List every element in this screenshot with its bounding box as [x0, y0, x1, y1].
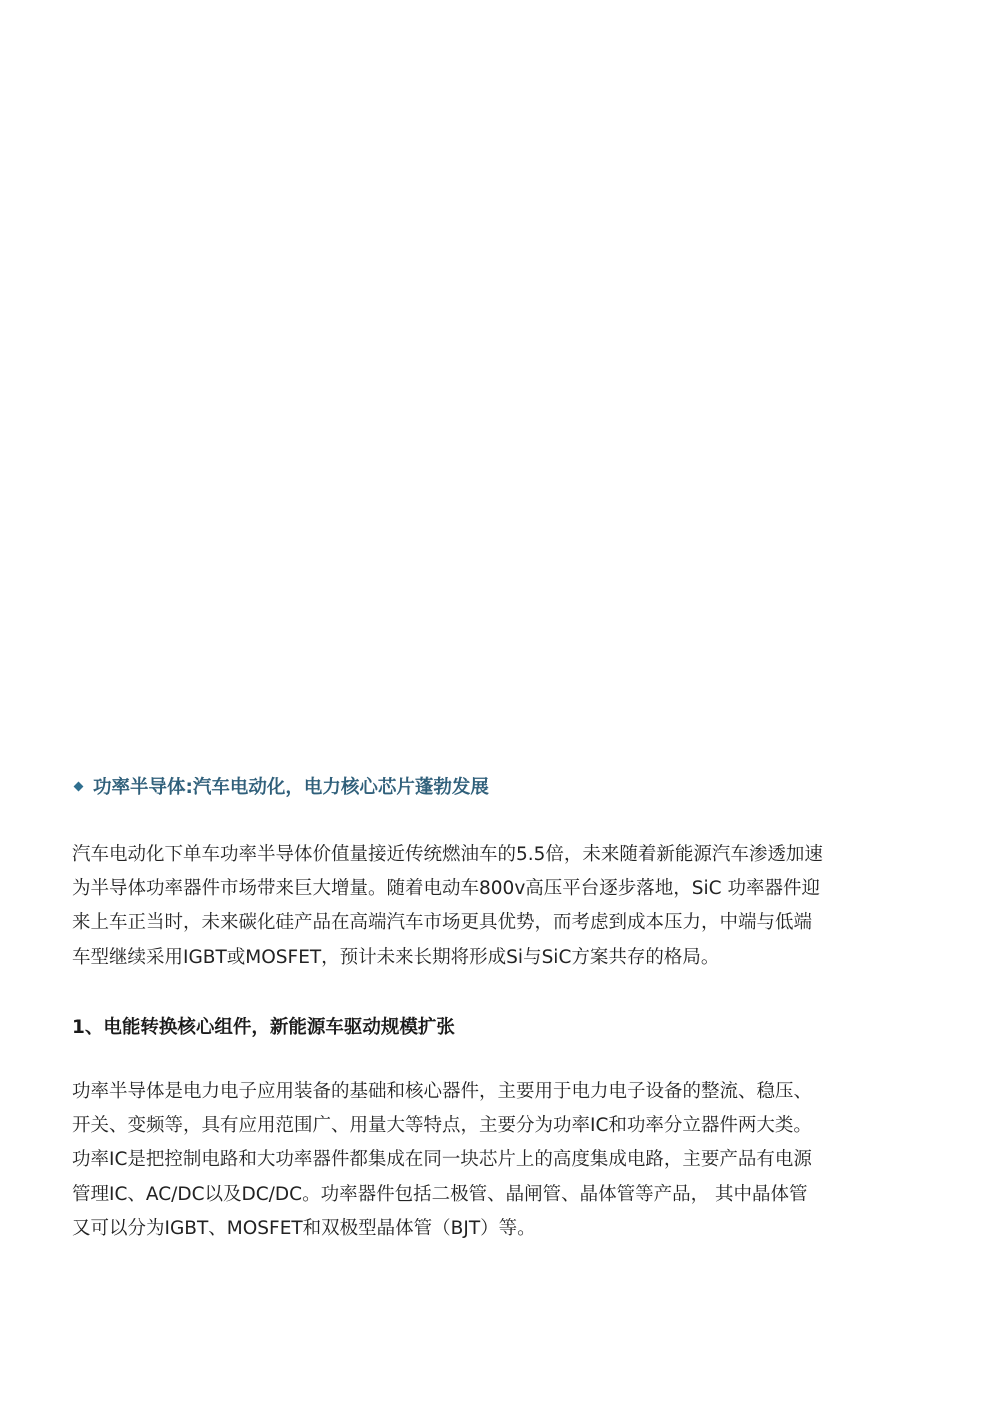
intro-paragraph	[72, 838, 922, 975]
section-heading	[72, 771, 922, 801]
section-title: 功率半导体:汽车电动化，电力核心芯片蓬勃发展	[93, 777, 489, 798]
subsection-title: 1、电能转换核心组件，新能源车驱动规模扩张	[72, 1017, 455, 1038]
paragraph-line: 功率IC是把控制电路和大功率器件都集成在同一块芯片上的高度集成电路，主要产品有电源	[72, 1149, 812, 1171]
body-paragraph	[72, 1075, 922, 1246]
paragraph-line: 开关、变频等，具有应用范围广、用量大等特点，主要分为功率IC和功率分立器件两大类。	[72, 1115, 812, 1137]
subsection-heading	[72, 1010, 922, 1042]
paragraph-line: 功率半导体是电力电子应用装备的基础和核心器件，主要用于电力电子设备的整流、稳压、	[72, 1081, 813, 1102]
paragraph-line: 为半导体功率器件市场带来巨大增量。随着电动车800v高压平台逐步落地，SiC 功率器件迎	[72, 878, 820, 900]
paragraph-line: 又可以分为IGBT、MOSFET和双极型晶体管（BJT）等。	[72, 1217, 536, 1239]
paragraph-line: 管理IC、AC/DC以及DC/DC。功率器件包括二极管、晶闸管、晶体管等产品， 其中晶体管	[72, 1183, 808, 1205]
paragraph-line: 来上车正当时，未来碳化硅产品在高端汽车市场更具优势，而考虑到成本压力，中端与低端	[72, 912, 813, 934]
diamond-icon	[74, 781, 84, 791]
paragraph-line: 车型继续采用IGBT或MOSFET，预计未来长期将形成Si与SiC方案共存的格局。	[72, 946, 720, 968]
paragraph-line: 汽车电动化下单车功率半导体价值量接近传统燃油车的5.5倍，未来随着新能源汽车渗透加速	[72, 844, 823, 865]
